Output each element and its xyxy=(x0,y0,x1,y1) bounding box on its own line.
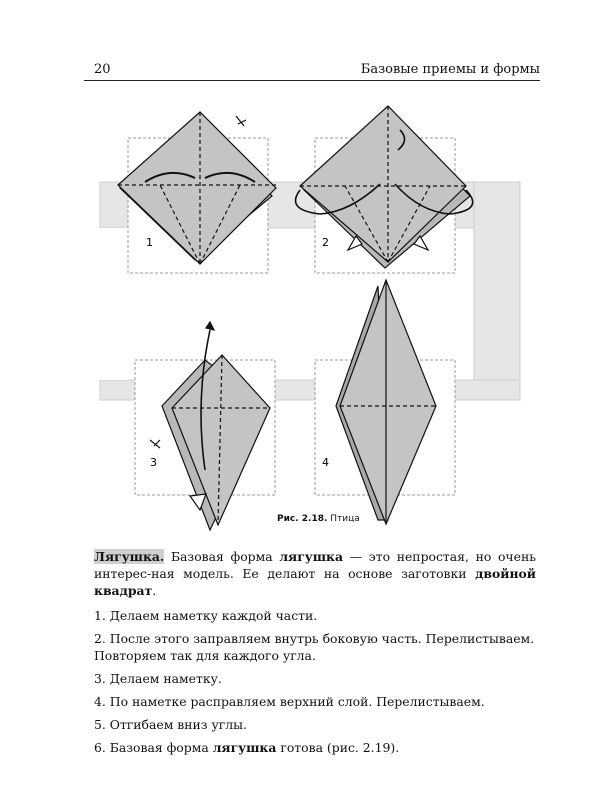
step-text: Базовая форма xyxy=(109,740,209,755)
term-highlight: Лягушка. xyxy=(94,549,165,564)
caption-text: Птица xyxy=(330,514,360,524)
intro-term-3: двойной квадрат xyxy=(94,566,536,598)
step-3-number: 3 xyxy=(150,456,157,469)
step-text: После этого заправляем внутрь боковую часть. Перелистываем. xyxy=(109,631,535,646)
intro-part-1: Базовая форма xyxy=(170,549,273,564)
step-text: По наметке расправляем верхний слой. Перелистываем. xyxy=(109,694,485,709)
step-text: Делаем наметку. xyxy=(109,671,222,686)
figure-caption xyxy=(277,514,360,524)
caption-label: Рис. 2.18. xyxy=(277,514,328,524)
intro-part-3: . xyxy=(152,583,157,598)
page-number: 20 xyxy=(94,62,111,77)
list-item xyxy=(94,693,536,710)
step-num: 2. xyxy=(94,631,106,646)
intro-paragraph xyxy=(94,548,536,599)
list-item xyxy=(94,739,536,756)
intro-part-2: — это непростая, но очень интерес-ная модель. Ее делают на основе заготовки xyxy=(94,549,536,581)
step-num: 3. xyxy=(94,671,106,686)
list-item xyxy=(94,670,536,687)
step-2-number: 2 xyxy=(322,236,329,249)
body-text xyxy=(94,548,536,762)
list-item xyxy=(94,716,536,733)
list-item xyxy=(94,630,536,664)
running-head: Базовые приемы и формы xyxy=(360,62,540,77)
step-4-number: 4 xyxy=(322,456,329,469)
step-1-number: 1 xyxy=(146,236,153,249)
step-term: лягушка xyxy=(212,740,277,755)
step-text: Отгибаем вниз углы. xyxy=(109,717,247,732)
list-item xyxy=(94,607,536,624)
steps-list xyxy=(94,607,536,756)
step-text: Делаем наметку каждой части. xyxy=(109,608,318,623)
intro-term-2: лягушка xyxy=(279,549,344,564)
step-num: 6. xyxy=(94,740,106,755)
step-num: 1. xyxy=(94,608,106,623)
step-text-continued: Повторяем так для каждого угла. xyxy=(94,648,316,663)
step-text-end: готова (рис. 2.19). xyxy=(280,740,400,755)
step-num: 5. xyxy=(94,717,106,732)
step-num: 4. xyxy=(94,694,106,709)
